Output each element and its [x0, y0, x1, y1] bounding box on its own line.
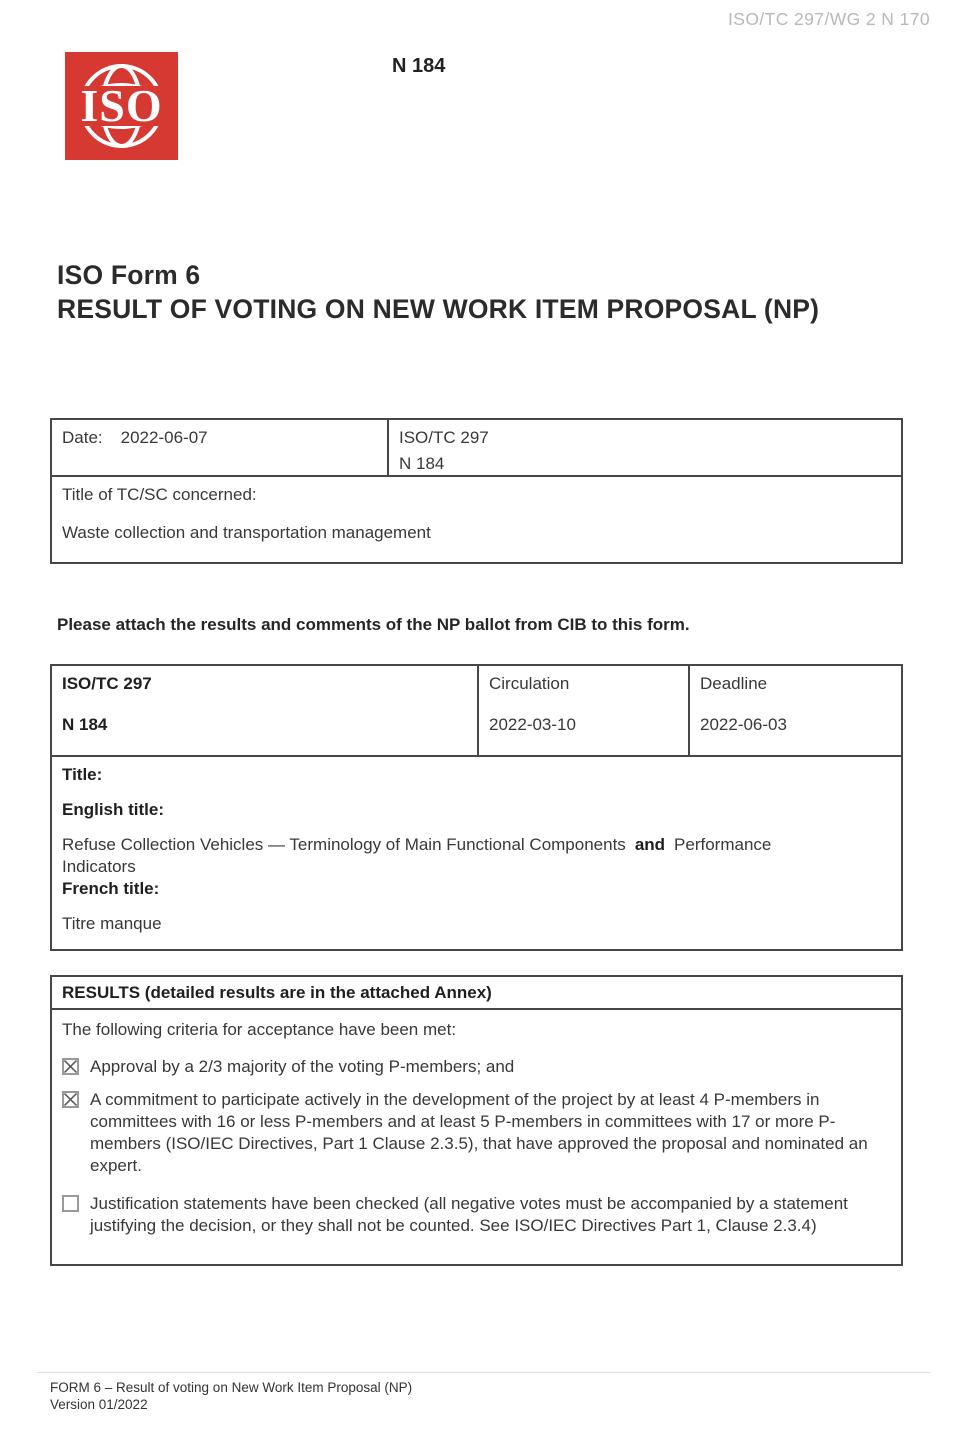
info-table — [50, 418, 903, 564]
criterion-commitment — [62, 1089, 891, 1177]
criterion-commitment-text: A commitment to participate actively in the development of the project by at least 4 P-members in committees with 16 or less P-members and at least 5 P-members in committees with 17 or more P-members (ISO/IEC Directives, Part 1 Clause 2.3.5), that have approved the proposal and nominated an expert. — [90, 1090, 868, 1175]
form-title-line2: RESULT OF VOTING ON NEW WORK ITEM PROPOSAL (NP) — [57, 294, 820, 324]
french-title-label: French title: — [62, 879, 160, 898]
results-body — [52, 1010, 901, 1264]
criterion-approval-text: Approval by a 2/3 majority of the voting P-members; and — [90, 1057, 515, 1076]
iso-logo — [65, 52, 178, 160]
checkbox-unchecked-icon[interactable] — [62, 1195, 79, 1212]
ballot-doc-number: N 184 — [62, 715, 108, 734]
date-value: 2022-06-07 — [120, 428, 208, 447]
committee-doc-number: N 184 — [399, 454, 445, 473]
form-title-line1: ISO Form 6 — [57, 260, 201, 290]
doc-reference: ISO/TC 297/WG 2 N 170 — [728, 9, 930, 29]
deadline-cell — [690, 666, 901, 755]
checkbox-checked-icon[interactable] — [62, 1091, 79, 1108]
date-label: Date: — [62, 428, 103, 447]
criterion-justification-text: Justification statements have been checked (all negative votes must be accompanied by a statement justifying the decision, or they shall not be counted. See ISO/IEC Directives Part 1, Clause 2.3.4) — [90, 1194, 848, 1235]
english-title-conjunction: and — [634, 835, 666, 854]
results-header: RESULTS (detailed results are in the attached Annex) — [52, 977, 901, 1010]
footer-version: Version 01/2022 — [50, 1397, 148, 1412]
criterion-approval — [62, 1056, 891, 1078]
criterion-justification — [62, 1193, 891, 1237]
iso-logo-text: ISO — [80, 80, 163, 131]
titles-cell — [52, 757, 901, 949]
circulation-label: Circulation — [489, 674, 570, 693]
english-title-value — [62, 834, 802, 878]
ballot-table — [50, 664, 903, 951]
ballot-committee-ref: ISO/TC 297 — [62, 674, 152, 693]
footer-divider — [37, 1372, 930, 1373]
checkbox-checked-icon[interactable] — [62, 1058, 79, 1075]
committee-cell — [389, 420, 901, 475]
tc-title-cell — [52, 477, 901, 562]
tc-title-label: Title of TC/SC concerned: — [62, 485, 257, 504]
deadline-date: 2022-06-03 — [700, 715, 787, 734]
committee-ref: ISO/TC 297 — [399, 428, 489, 447]
ballot-table-row-1 — [52, 666, 901, 757]
doc-number: N 184 — [392, 55, 446, 77]
tc-title-value: Waste collection and transportation management — [62, 523, 431, 542]
ballot-committee-cell — [52, 666, 479, 755]
iso-logo-band — [65, 80, 178, 131]
criteria-intro: The following criteria for acceptance have been met: — [62, 1020, 457, 1039]
date-cell — [52, 420, 389, 475]
english-title-part2: Performance Indicators — [62, 835, 772, 876]
english-title-part1: Refuse Collection Vehicles — Terminology of Main Functional Components — [62, 835, 626, 854]
form-title — [57, 258, 819, 326]
title-label: Title: — [62, 765, 103, 784]
attach-instruction: Please attach the results and comments of the NP ballot from CIB to this form. — [57, 615, 690, 634]
page-footer — [50, 1379, 412, 1413]
english-title-label: English title: — [62, 800, 164, 819]
deadline-label: Deadline — [700, 674, 768, 693]
info-table-row-1 — [52, 420, 901, 477]
footer-form-name: FORM 6 – Result of voting on New Work Item Proposal (NP) — [50, 1380, 413, 1395]
circulation-cell — [479, 666, 690, 755]
french-title-value: Titre manque — [62, 914, 162, 933]
circulation-date: 2022-03-10 — [489, 715, 576, 734]
results-table — [50, 975, 903, 1266]
